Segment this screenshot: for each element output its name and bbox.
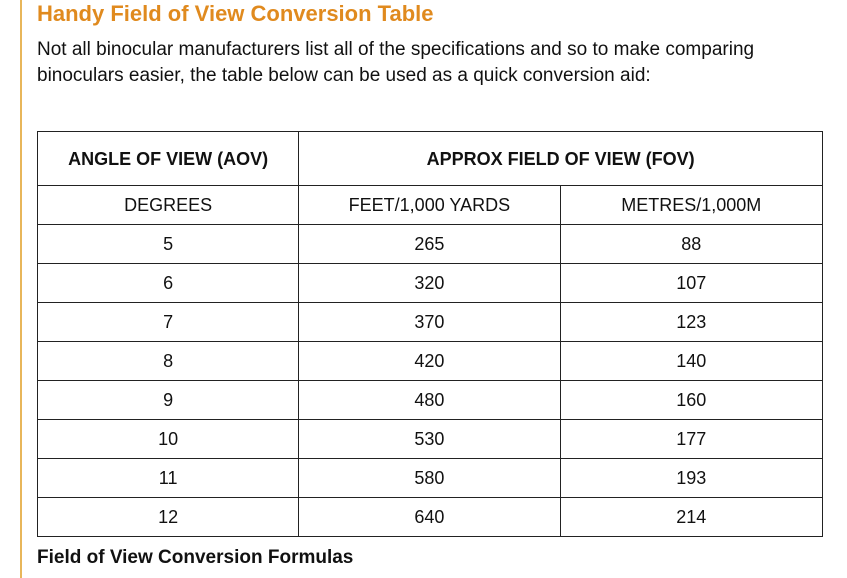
cell-feet: 265 bbox=[299, 225, 560, 264]
subheader-feet: FEET/1,000 YARDS bbox=[299, 186, 560, 225]
cell-metres: 88 bbox=[560, 225, 822, 264]
cell-feet: 420 bbox=[299, 342, 560, 381]
cell-degrees: 8 bbox=[38, 342, 299, 381]
subheader-metres: METRES/1,000M bbox=[560, 186, 822, 225]
cell-feet: 320 bbox=[299, 264, 560, 303]
table-row bbox=[38, 225, 823, 264]
cell-metres: 193 bbox=[560, 459, 822, 498]
cell-metres: 140 bbox=[560, 342, 822, 381]
cell-degrees: 5 bbox=[38, 225, 299, 264]
table-row bbox=[38, 342, 823, 381]
table-row bbox=[38, 420, 823, 459]
subheader-degrees: DEGREES bbox=[38, 186, 299, 225]
cell-metres: 123 bbox=[560, 303, 822, 342]
table-row bbox=[38, 381, 823, 420]
table-subheader-row bbox=[38, 186, 823, 225]
cell-degrees: 12 bbox=[38, 498, 299, 537]
cell-feet: 480 bbox=[299, 381, 560, 420]
table-row bbox=[38, 459, 823, 498]
intro-paragraph: Not all binocular manufacturers list all of the specifications and so to make comparing binoculars easier, the table below can be used as a quick conversion aid: bbox=[37, 39, 755, 86]
table-row bbox=[38, 264, 823, 303]
cell-degrees: 9 bbox=[38, 381, 299, 420]
article-content bbox=[37, 0, 827, 568]
cell-feet: 640 bbox=[299, 498, 560, 537]
cell-feet: 580 bbox=[299, 459, 560, 498]
table-body bbox=[38, 225, 823, 537]
fov-conversion-table bbox=[37, 131, 823, 537]
cell-metres: 107 bbox=[560, 264, 822, 303]
table-row bbox=[38, 303, 823, 342]
cell-degrees: 7 bbox=[38, 303, 299, 342]
cell-degrees: 11 bbox=[38, 459, 299, 498]
section-heading: Field of View Conversion Formulas bbox=[37, 547, 354, 568]
header-angle-of-view: ANGLE OF VIEW (AOV) bbox=[38, 132, 299, 186]
cell-metres: 160 bbox=[560, 381, 822, 420]
table-row bbox=[38, 498, 823, 537]
cell-degrees: 10 bbox=[38, 420, 299, 459]
cell-feet: 530 bbox=[299, 420, 560, 459]
page-title: Handy Field of View Conversion Table bbox=[37, 1, 434, 26]
cell-feet: 370 bbox=[299, 303, 560, 342]
cell-metres: 214 bbox=[560, 498, 822, 537]
left-border-rule bbox=[20, 0, 22, 578]
cell-degrees: 6 bbox=[38, 264, 299, 303]
cell-metres: 177 bbox=[560, 420, 822, 459]
table-header-row bbox=[38, 132, 823, 186]
header-field-of-view: APPROX FIELD OF VIEW (FOV) bbox=[299, 132, 823, 186]
